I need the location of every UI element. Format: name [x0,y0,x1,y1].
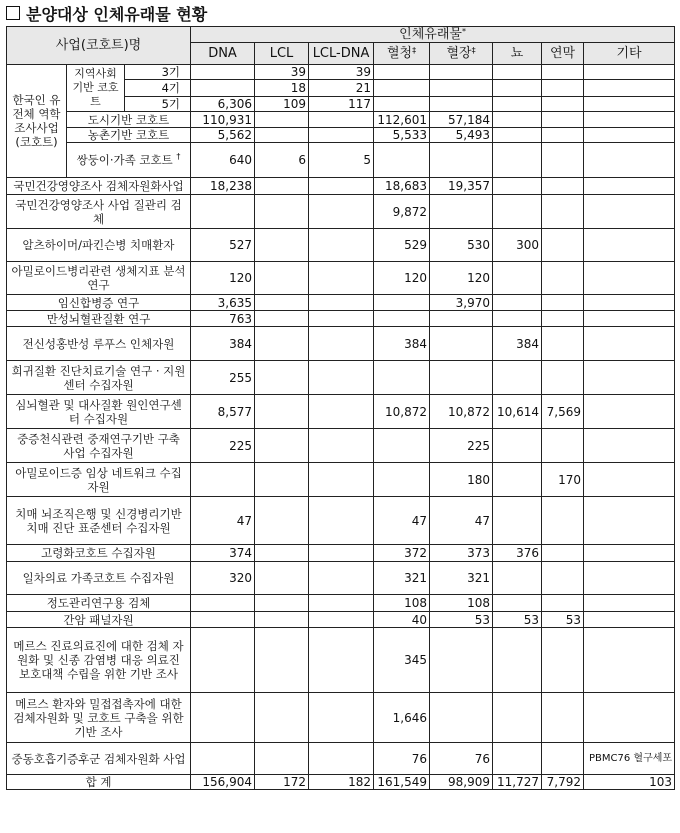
value-cell [493,693,542,743]
value-cell [191,612,255,628]
value-cell [542,327,584,361]
value-cell [584,97,675,112]
value-cell: 120 [191,262,255,295]
value-cell [493,65,542,80]
value-cell [493,80,542,97]
value-cell [584,628,675,693]
value-cell [584,112,675,128]
table-row [7,595,675,612]
value-cell: 76 [430,743,493,775]
value-cell [309,395,374,429]
value-cell: 10,872 [374,395,430,429]
row-label: 중증천식관련 중재연구기반 구축 사업 수집자원 [7,429,191,463]
value-cell [255,178,309,195]
value-cell [191,195,255,229]
value-cell [430,693,493,743]
value-cell [493,311,542,327]
row-label: 심뇌혈관 및 대사질환 원인연구센터 수집자원 [7,395,191,429]
value-cell: 47 [430,497,493,545]
row-label: 전신성홍반성 루푸스 인체자원 [7,327,191,361]
row-label: 희귀질환 진단치료기술 연구 · 지원센터 수집자원 [7,361,191,395]
value-cell [255,497,309,545]
value-cell: 156,904 [191,775,255,790]
value-cell [374,65,430,80]
value-cell [430,628,493,693]
header-project: 사업(코호트)명 [7,27,191,65]
value-cell [255,128,309,143]
page-title-text: 분양대상 인체유래물 현황 [26,4,208,24]
value-cell [584,497,675,545]
value-cell [542,128,584,143]
value-cell [542,195,584,229]
value-cell [255,112,309,128]
value-cell: 103 [584,775,675,790]
table-row [7,327,675,361]
value-cell [309,295,374,311]
value-cell [584,262,675,295]
value-cell: 53 [430,612,493,628]
value-cell: 374 [191,545,255,562]
value-cell [255,743,309,775]
value-cell: 8,577 [191,395,255,429]
value-cell [309,595,374,612]
table-row [7,743,675,775]
table-row [7,229,675,262]
total-row [7,775,675,790]
value-cell: 529 [374,229,430,262]
value-cell: 18,238 [191,178,255,195]
row-label: 도시기반 코호트 [67,112,191,128]
value-cell [255,693,309,743]
value-cell: 763 [191,311,255,327]
row-label: 아밀로이드병리관련 생체지표 분석연구 [7,262,191,295]
value-cell [542,311,584,327]
value-cell: 53 [493,612,542,628]
row-label: 메르스 환자와 밀접접촉자에 대한 검체자원화 및 코호트 구축을 위한 기반 조사 [7,693,191,743]
value-cell: 10,614 [493,395,542,429]
row-label: 고령화코호트 수집자원 [7,545,191,562]
value-cell [309,262,374,295]
value-cell: 376 [493,545,542,562]
value-cell: 170 [542,463,584,497]
value-cell [309,327,374,361]
table-row [7,195,675,229]
value-cell [374,295,430,311]
table-row [7,65,675,80]
table-row [7,612,675,628]
value-cell: 21 [309,80,374,97]
value-cell [542,562,584,595]
value-cell: 384 [374,327,430,361]
value-cell [493,743,542,775]
value-cell [493,112,542,128]
value-cell [309,545,374,562]
value-cell [430,327,493,361]
value-cell: 47 [191,497,255,545]
value-cell: 98,909 [430,775,493,790]
value-cell [255,612,309,628]
table-row [7,295,675,311]
value-cell: 76 [374,743,430,775]
subgroup-label: 지역사회기반 코호트 [67,65,125,112]
table-row [7,361,675,395]
page-title [6,2,207,24]
value-cell: 225 [430,429,493,463]
row-label: 국민건강영양조사 사업 질관리 검체 [7,195,191,229]
value-cell: 3,635 [191,295,255,311]
value-cell: 18 [255,80,309,97]
value-cell [191,628,255,693]
value-cell [584,178,675,195]
row-label: 간암 패널자원 [7,612,191,628]
row-label: 임신합병증 연구 [7,295,191,311]
row-label: 일차의료 가족코호트 수집자원 [7,562,191,595]
value-cell [191,463,255,497]
total-label: 합 계 [7,775,191,790]
value-cell: 11,727 [493,775,542,790]
value-cell [309,743,374,775]
value-cell [542,80,584,97]
value-cell [542,229,584,262]
table-row [7,693,675,743]
value-cell [542,178,584,195]
table-row [7,429,675,463]
value-cell [493,97,542,112]
group-label: 한국인 유전체 역학조사사업 (코호트) [7,65,67,178]
column-header: 혈장‡ [430,43,493,65]
value-cell [584,395,675,429]
value-cell [493,361,542,395]
table-row [7,178,675,195]
value-cell: 373 [430,545,493,562]
table-row [7,143,675,178]
value-cell [542,595,584,612]
table-row [7,112,675,128]
value-cell [374,429,430,463]
value-cell: 384 [191,327,255,361]
value-cell [584,562,675,595]
value-cell: 53 [542,612,584,628]
value-cell [584,327,675,361]
value-cell [430,361,493,395]
value-cell [542,497,584,545]
value-cell [430,311,493,327]
value-cell [584,595,675,612]
value-cell [584,295,675,311]
value-cell [542,97,584,112]
value-cell: 345 [374,628,430,693]
value-cell: 530 [430,229,493,262]
value-cell: 7,792 [542,775,584,790]
value-cell [493,429,542,463]
value-cell [309,429,374,463]
value-cell: 3,970 [430,295,493,311]
column-header: 연막 [542,43,584,65]
value-cell [430,97,493,112]
table-row [7,395,675,429]
value-cell [191,693,255,743]
table-row [7,545,675,562]
value-cell: 108 [430,595,493,612]
row-label: 3기 [125,65,191,80]
column-header: 뇨 [493,43,542,65]
value-cell [255,595,309,612]
value-cell: 372 [374,545,430,562]
value-cell [309,628,374,693]
value-cell [542,429,584,463]
value-cell [584,545,675,562]
row-label: 정도관리연구용 검체 [7,595,191,612]
value-cell: 18,683 [374,178,430,195]
value-cell: 19,357 [430,178,493,195]
value-cell [255,463,309,497]
value-cell [374,143,430,178]
value-cell: 5,533 [374,128,430,143]
column-header: 기타 [584,43,675,65]
value-cell [374,311,430,327]
value-cell [374,97,430,112]
value-cell [430,195,493,229]
value-cell: 225 [191,429,255,463]
header-group: 인체유래물* [191,27,675,43]
value-cell [309,229,374,262]
value-cell [542,143,584,178]
value-cell: 5 [309,143,374,178]
value-cell [430,65,493,80]
value-cell: 5,493 [430,128,493,143]
value-cell [309,178,374,195]
value-cell [584,612,675,628]
value-cell [542,65,584,80]
value-cell: 108 [374,595,430,612]
value-cell: 39 [255,65,309,80]
value-cell [255,229,309,262]
value-cell: 640 [191,143,255,178]
value-cell: 110,931 [191,112,255,128]
value-cell: 109 [255,97,309,112]
row-label: 아밀로이드증 임상 네트워크 수집 자원 [7,463,191,497]
value-cell [255,195,309,229]
value-cell [309,693,374,743]
column-header: LCL [255,43,309,65]
value-cell: 384 [493,327,542,361]
value-cell [542,262,584,295]
value-cell: 120 [374,262,430,295]
value-cell [309,361,374,395]
value-cell [374,361,430,395]
value-cell: 40 [374,612,430,628]
value-cell [255,327,309,361]
value-cell [493,628,542,693]
value-cell: PBMC76 혈구세포 [584,743,675,775]
value-cell: 117 [309,97,374,112]
table-row [7,463,675,497]
table-row [7,562,675,595]
value-cell [191,80,255,97]
value-cell [255,295,309,311]
row-label: 국민건강영양조사 검체자원화사업 [7,178,191,195]
column-header: DNA [191,43,255,65]
column-header: LCL-DNA [309,43,374,65]
value-cell [493,595,542,612]
value-cell [493,497,542,545]
value-cell [584,65,675,80]
value-cell [255,545,309,562]
value-cell [493,195,542,229]
value-cell [584,429,675,463]
value-cell: 112,601 [374,112,430,128]
value-cell [191,65,255,80]
value-cell [542,628,584,693]
value-cell: 180 [430,463,493,497]
value-cell [309,612,374,628]
value-cell [309,562,374,595]
value-cell [584,693,675,743]
value-cell: 255 [191,361,255,395]
value-cell [430,80,493,97]
table-row [7,262,675,295]
value-cell [542,545,584,562]
value-cell [255,562,309,595]
row-label: 알츠하이머/파킨슨병 치매환자 [7,229,191,262]
value-cell: 1,646 [374,693,430,743]
table-row [7,311,675,327]
value-cell: 320 [191,562,255,595]
value-cell [584,195,675,229]
table-row [7,628,675,693]
value-cell [584,143,675,178]
value-cell: 527 [191,229,255,262]
row-label: 중동호흡기증후군 검체자원화 사업 [7,743,191,775]
row-label: 치매 뇌조직은행 및 신경병리기반 치매 진단 표준센터 수집자원 [7,497,191,545]
row-label: 4기 [125,80,191,97]
value-cell [430,143,493,178]
table-row [7,128,675,143]
value-cell: 9,872 [374,195,430,229]
value-cell [584,463,675,497]
value-cell: 120 [430,262,493,295]
value-cell [255,262,309,295]
value-cell [493,262,542,295]
value-cell: 321 [374,562,430,595]
value-cell: 10,872 [430,395,493,429]
value-cell [374,463,430,497]
value-cell [542,693,584,743]
value-cell: 182 [309,775,374,790]
value-cell [309,195,374,229]
value-cell [493,562,542,595]
value-cell: 5,562 [191,128,255,143]
value-cell [493,463,542,497]
value-cell [542,361,584,395]
value-cell [493,178,542,195]
specimen-table [6,26,675,790]
value-cell [255,311,309,327]
value-cell [309,112,374,128]
value-cell [584,128,675,143]
table-row [7,497,675,545]
value-cell [493,295,542,311]
value-cell [542,743,584,775]
value-cell: 172 [255,775,309,790]
value-cell [309,497,374,545]
value-cell [542,112,584,128]
value-cell [309,463,374,497]
value-cell [255,395,309,429]
value-cell [191,743,255,775]
checkbox-square-icon [6,6,20,20]
value-cell [493,128,542,143]
row-label: 메르스 진료의료진에 대한 검체 자원화 및 신종 감염병 대응 의료진 보호대책 수립을 위한 기반 조사 [7,628,191,693]
value-cell: 321 [430,562,493,595]
row-label: 5기 [125,97,191,112]
value-cell: 57,184 [430,112,493,128]
value-cell: 7,569 [542,395,584,429]
value-cell: 161,549 [374,775,430,790]
value-cell [255,628,309,693]
value-cell: 47 [374,497,430,545]
column-header: 혈청‡ [374,43,430,65]
value-cell [584,361,675,395]
value-cell [493,143,542,178]
value-cell [309,311,374,327]
row-label: 만성뇌혈관질환 연구 [7,311,191,327]
row-label: 쌍둥이·가족 코호트 † [67,143,191,178]
value-cell: 6,306 [191,97,255,112]
row-label: 농촌기반 코호트 [67,128,191,143]
value-cell [374,80,430,97]
value-cell [191,595,255,612]
value-cell [584,80,675,97]
value-cell: 300 [493,229,542,262]
value-cell: 6 [255,143,309,178]
value-cell [584,229,675,262]
value-cell: 39 [309,65,374,80]
value-cell [309,128,374,143]
value-cell [542,295,584,311]
value-cell [584,311,675,327]
value-cell [255,429,309,463]
value-cell [255,361,309,395]
